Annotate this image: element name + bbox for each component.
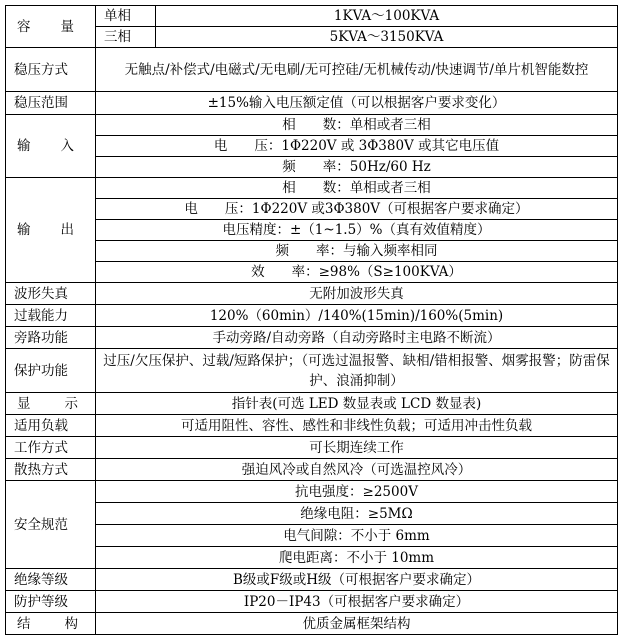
table-row <box>6 305 618 327</box>
capacity-label-b: 量 <box>60 18 74 35</box>
structure-value: 优质金属框架结构 <box>96 613 618 635</box>
overload-value: 120%（60min）/140%(15min)/160%(5min) <box>96 305 618 327</box>
display-label <box>6 393 96 415</box>
input-label <box>6 115 96 178</box>
overload-label: 过载能力 <box>6 305 96 327</box>
protection-value: 过压/欠压保护、过载/短路保护；（可选过温报警、缺相/错相报警、烟雾报警；防雷保护、浪涌抑制） <box>96 349 618 393</box>
display-label-a: 显 <box>17 395 31 412</box>
capacity-single-label: 单相 <box>96 6 156 27</box>
table-row <box>6 525 618 547</box>
table-row <box>6 27 618 48</box>
work-mode-value: 可长期连续工作 <box>96 437 618 459</box>
waveform-label: 波形失真 <box>6 283 96 305</box>
insulation-value: B级或F级或H级（可根据客户要求确定） <box>96 569 618 591</box>
capacity-three-value: 5KVA～3150KVA <box>156 27 618 48</box>
table-row <box>6 591 618 613</box>
table-row <box>6 459 618 481</box>
display-label-b: 示 <box>64 395 78 412</box>
table-row <box>6 115 618 136</box>
input-voltage: 电 压：1Φ220V 或 3Φ380V 或其它电压值 <box>96 136 618 157</box>
table-row <box>6 283 618 305</box>
input-label-a: 输 <box>17 138 31 154</box>
output-label-a: 输 <box>17 222 31 238</box>
load-label: 适用负载 <box>6 415 96 437</box>
table-row <box>6 178 618 199</box>
cooling-value: 强迫风冷或自然风冷（可选温控风冷） <box>96 459 618 481</box>
table-row <box>6 157 618 178</box>
table-row <box>6 199 618 220</box>
table-row <box>6 262 618 283</box>
table-row <box>6 136 618 157</box>
input-phase: 相 数：单相或者三相 <box>96 115 618 136</box>
table-row <box>6 48 618 92</box>
regulation-type-value: 无触点/补偿式/电磁式/无电刷/无可控硅/无机械传动/快速调节/单片机智能数控 <box>96 48 618 92</box>
table-row <box>6 92 618 115</box>
output-label <box>6 178 96 283</box>
structure-label-b: 构 <box>64 615 78 632</box>
safety-creepage: 爬电距离：不小于 10mm <box>96 547 618 569</box>
table-row <box>6 613 618 635</box>
output-precision: 电压精度：±（1~1.5）%（真有效值精度） <box>96 220 618 241</box>
waveform-value: 无附加波形失真 <box>96 283 618 305</box>
safety-dielectric: 抗电强度：≥2500V <box>96 481 618 503</box>
load-value: 可适用阻性、容性、感性和非线性负载；可适用冲击性负载 <box>96 415 618 437</box>
regulation-range-value: ±15%输入电压额定值（可以根据客户要求变化） <box>96 92 618 115</box>
table-row <box>6 547 618 569</box>
capacity-three-label: 三相 <box>96 27 156 48</box>
output-phase: 相 数：单相或者三相 <box>96 178 618 199</box>
capacity-label-a: 容 <box>17 18 31 35</box>
regulation-range-label: 稳压范围 <box>6 92 96 115</box>
input-label-b: 入 <box>60 138 74 154</box>
safety-insulation-resistance: 绝缘电阻：≥5MΩ <box>96 503 618 525</box>
table-row <box>6 6 618 27</box>
structure-label <box>6 613 96 635</box>
bypass-value: 手动旁路/自动旁路（自动旁路时主电路不断流） <box>96 327 618 349</box>
output-voltage: 电 压：1Φ220V 或3Φ380V（可根据客户要求确定） <box>96 199 618 220</box>
output-efficiency: 效 率：≥98%（S≥100KVA） <box>96 262 618 283</box>
safety-clearance: 电气间隙：不小于 6mm <box>96 525 618 547</box>
table-row <box>6 349 618 393</box>
table-row <box>6 393 618 415</box>
table-row <box>6 241 618 262</box>
ip-label: 防护等级 <box>6 591 96 613</box>
regulation-type-label: 稳压方式 <box>6 48 96 92</box>
structure-label-a: 结 <box>17 615 31 632</box>
bypass-label: 旁路功能 <box>6 327 96 349</box>
output-frequency: 频 率：与输入频率相同 <box>96 241 618 262</box>
table-row <box>6 415 618 437</box>
table-row <box>6 503 618 525</box>
ip-value: IP20－IP43（可根据客户要求确定） <box>96 591 618 613</box>
table-row <box>6 327 618 349</box>
capacity-single-value: 1KVA～100KVA <box>156 6 618 27</box>
work-mode-label: 工作方式 <box>6 437 96 459</box>
protection-label: 保护功能 <box>6 349 96 393</box>
table-row <box>6 220 618 241</box>
output-label-b: 出 <box>60 222 74 238</box>
table-row <box>6 481 618 503</box>
spec-table <box>5 5 618 635</box>
display-value: 指针表(可选 LED 数显表或 LCD 数显表) <box>96 393 618 415</box>
input-frequency: 频 率：50Hz/60 Hz <box>96 157 618 178</box>
capacity-label <box>6 6 96 48</box>
table-row <box>6 569 618 591</box>
insulation-label: 绝缘等级 <box>6 569 96 591</box>
table-row <box>6 437 618 459</box>
cooling-label: 散热方式 <box>6 459 96 481</box>
safety-label: 安全规范 <box>6 481 96 569</box>
